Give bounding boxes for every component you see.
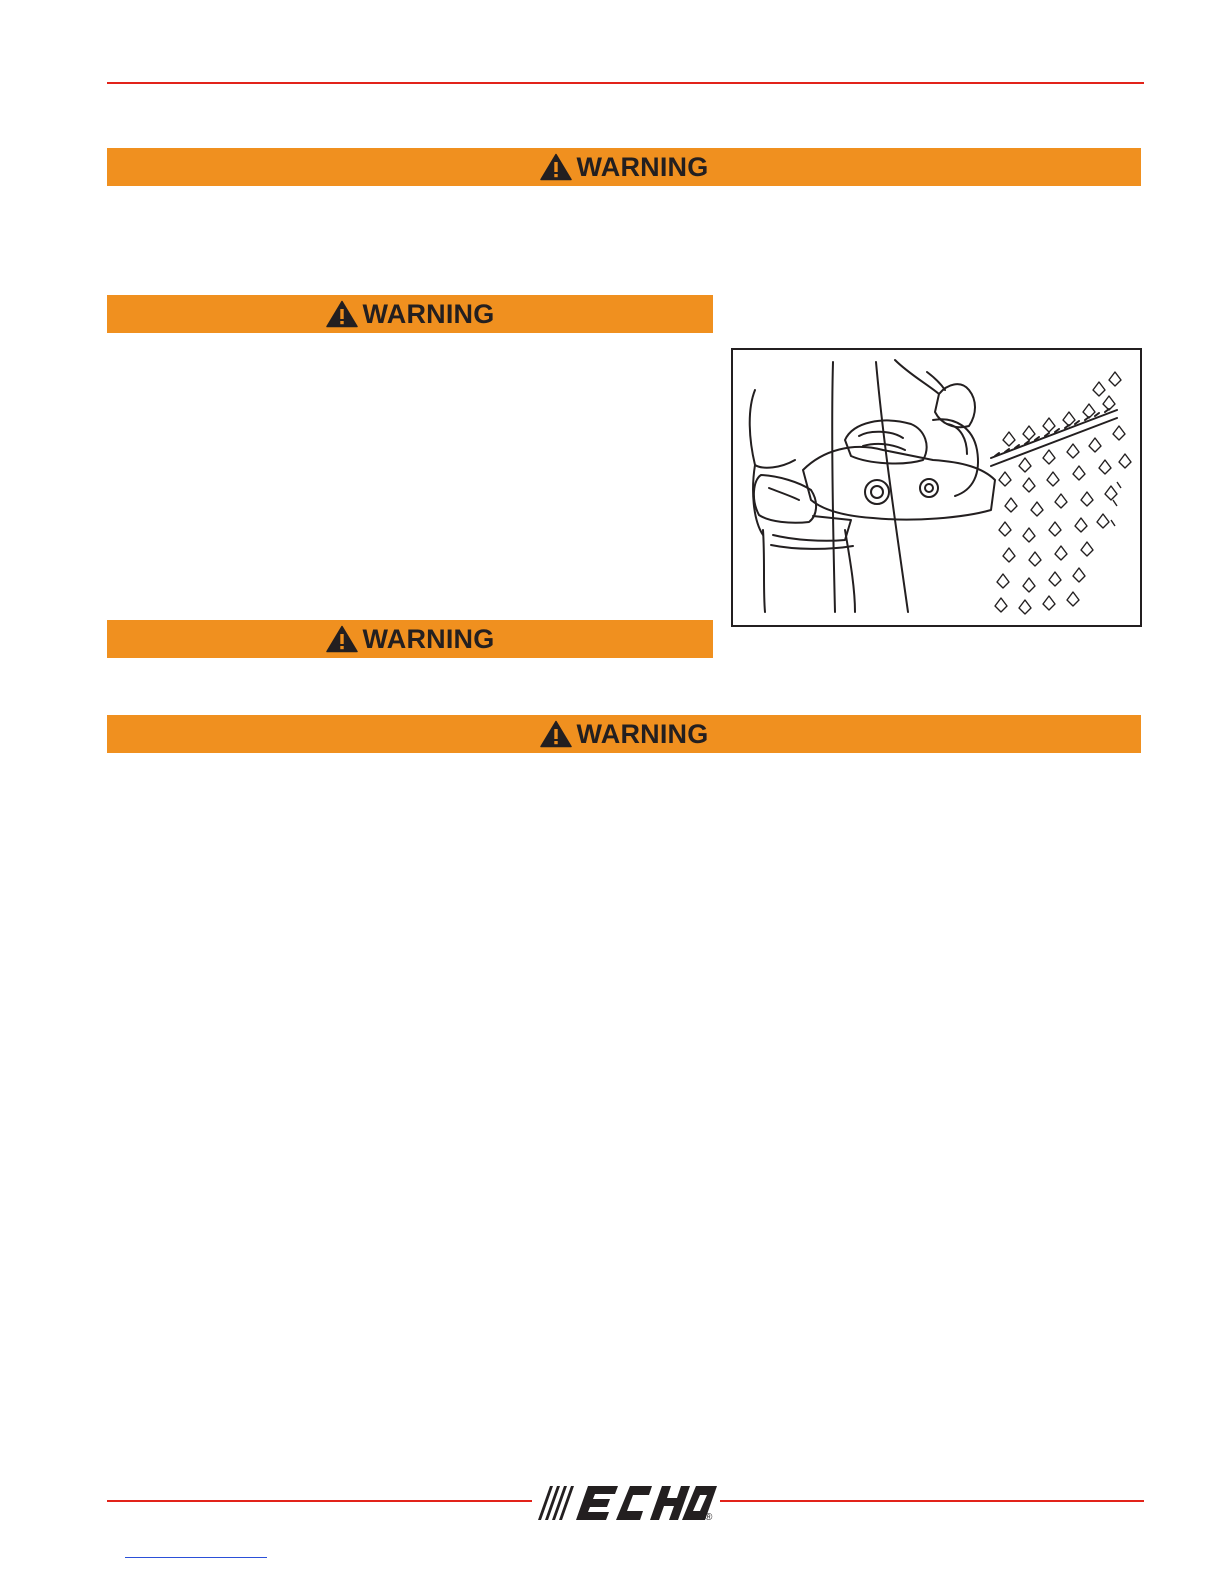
warning-banner-2 [107, 295, 713, 333]
warning-banner-4 [107, 715, 1141, 753]
warning-label: WARNING [576, 718, 709, 749]
warning-triangle-icon [326, 300, 358, 328]
hedge-trimmer-operation-illustration-icon [733, 350, 1140, 625]
warning-banner-3 [107, 620, 713, 658]
warning-banner-1 [107, 148, 1141, 186]
warning-triangle-icon [540, 153, 572, 181]
warning-triangle-icon [326, 625, 358, 653]
warning-triangle-icon [540, 720, 572, 748]
warning-label: WARNING [362, 623, 495, 654]
echo-logo-icon [532, 1478, 720, 1528]
warning-label: WARNING [362, 298, 495, 329]
hedge-trimmer-illustration [731, 348, 1142, 627]
warning-label: WARNING [576, 151, 709, 182]
registered-mark: ® [705, 1512, 713, 1523]
echo-logo [532, 1478, 720, 1528]
header-rule [107, 82, 1144, 84]
footer-link-underline[interactable] [125, 1557, 267, 1558]
